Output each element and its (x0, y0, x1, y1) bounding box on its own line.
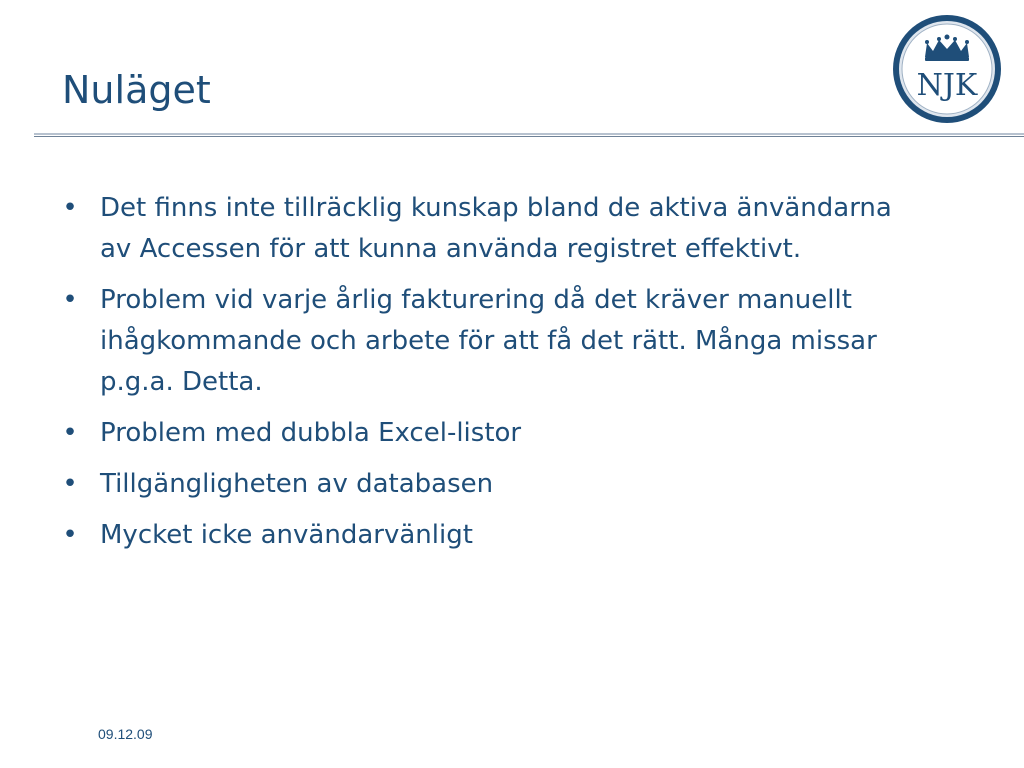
bullet-symbol: • (62, 418, 78, 448)
bullet-item (60, 515, 910, 556)
logo-monogram: NJK (916, 68, 978, 103)
bullet-item (60, 280, 910, 403)
title-divider-light (34, 133, 1024, 135)
bullet-item (60, 413, 910, 454)
bullet-text: Tillgängligheten av databasen (100, 469, 494, 499)
bullet-symbol: • (62, 469, 78, 499)
title-divider-dark (34, 136, 1024, 137)
bullet-text: Mycket icke användarvänligt (100, 520, 473, 550)
bullet-text: Problem med dubbla Excel-listor (100, 418, 522, 448)
title-divider (34, 133, 1024, 138)
njk-logo (891, 13, 1003, 125)
njk-logo-emblem (891, 13, 1003, 125)
bullet-symbol: • (62, 285, 78, 315)
footer-date: 09.12.09 (98, 726, 153, 742)
bullet-symbol: • (62, 520, 78, 550)
bullet-item (60, 188, 910, 270)
slide-title: Nuläget (62, 68, 211, 112)
bullet-text: Det finns inte tillräcklig kunskap bland de aktiva änvändarna av Accessen för att kunna använda registret effektivt. (100, 193, 892, 264)
bullet-list (60, 188, 910, 566)
bullet-symbol: • (62, 193, 78, 223)
bullet-item (60, 464, 910, 505)
bullet-text: Problem vid varje årlig fakturering då det kräver manuellt ihågkommande och arbete för att få det rätt. Många missar p.g.a. Detta. (100, 285, 877, 397)
